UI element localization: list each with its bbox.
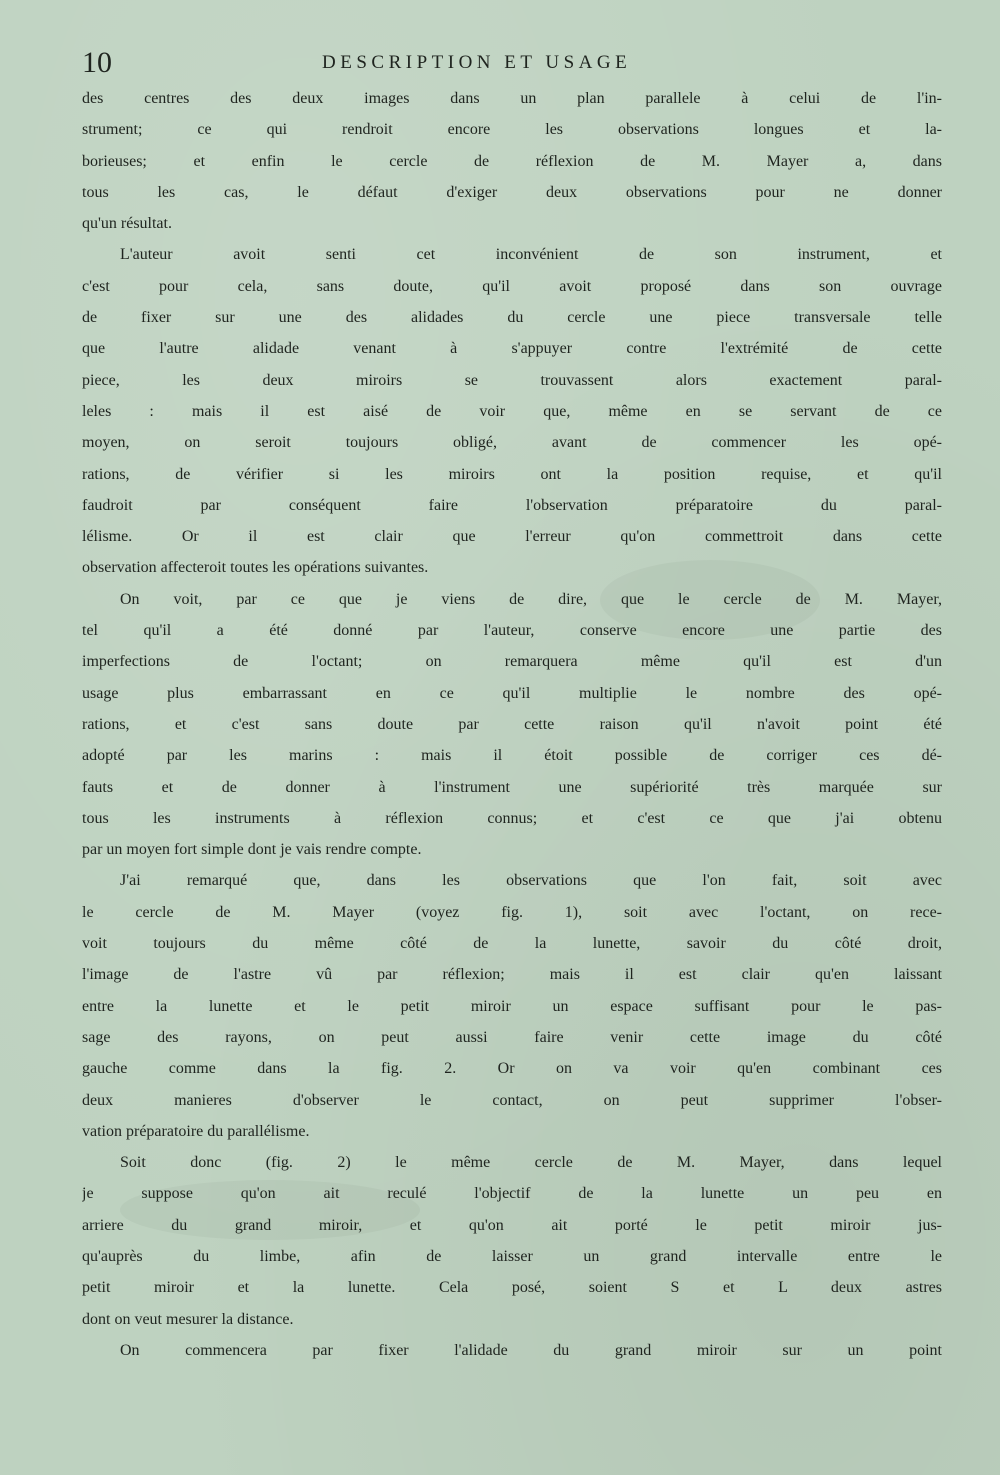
text-line: gauche comme dans la fig. 2. Or on va voir qu'en combinant ces: [82, 1060, 942, 1078]
text-line: rations, et c'est sans doute par cette raison qu'il n'avoit point été: [82, 715, 942, 733]
text-line: par un moyen fort simple dont je vais rendre compte.: [82, 841, 422, 859]
paragraph: [82, 872, 942, 1154]
body-text: [82, 90, 942, 1373]
text-line: On commencera par fixer l'alidade du grand miroir sur un point: [120, 1341, 942, 1359]
text-line: moyen, on seroit toujours obligé, avant de commencer les opé-: [82, 434, 942, 452]
text-line: L'auteur avoit senti cet inconvénient de son instrument, et: [120, 246, 942, 264]
text-line: des centres des deux images dans un plan parallele à celui de l'in-: [82, 90, 942, 107]
text-line: deux manieres d'observer le contact, on peut supprimer l'obser-: [82, 1091, 942, 1109]
page-header: [82, 46, 942, 80]
text-line: J'ai remarqué que, dans les observations que l'on fait, soit avec: [120, 872, 942, 890]
text-line: strument; ce qui rendroit encore les observations longues et la-: [82, 121, 942, 139]
text-line: On voit, par ce que je viens de dire, que le cercle de M. Mayer,: [120, 590, 942, 608]
text-line: le cercle de M. Mayer (voyez fig. 1), soit avec l'octant, on rece-: [82, 903, 942, 921]
paragraph: [82, 246, 942, 590]
text-line: piece, les deux miroirs se trouvassent alors exactement paral-: [82, 371, 942, 389]
text-line: entre la lunette et le petit miroir un espace suffisant pour le pas-: [82, 997, 942, 1015]
page-number: 10: [82, 46, 112, 79]
text-line: l'image de l'astre vû par réflexion; mais il est clair qu'en laissant: [82, 966, 942, 984]
text-line: usage plus embarrassant en ce qu'il multiplie le nombre des opé-: [82, 684, 942, 702]
text-line: de fixer sur une des alidades du cercle une piece transversale telle: [82, 309, 942, 327]
text-line: voit toujours du même côté de la lunette, savoir du côté droit,: [82, 935, 942, 953]
text-line: arriere du grand miroir, et qu'on ait porté le petit miroir jus-: [82, 1216, 942, 1234]
text-line: qu'un résultat.: [82, 215, 172, 233]
paragraph: [82, 90, 942, 246]
text-line: tel qu'il a été donné par l'auteur, conserve encore une partie des: [82, 622, 942, 640]
text-line: sage des rayons, on peut aussi faire venir cette image du côté: [82, 1028, 942, 1046]
text-line: fauts et de donner à l'instrument une supériorité très marquée sur: [82, 778, 942, 796]
text-line: Soit donc (fig. 2) le même cercle de M. Mayer, dans lequel: [120, 1154, 942, 1172]
paragraph: [82, 591, 942, 873]
text-line: c'est pour cela, sans doute, qu'il avoit proposé dans son ouvrage: [82, 277, 942, 295]
text-line: rations, de vérifier si les miroirs ont la position requise, et qu'il: [82, 465, 942, 483]
text-line: lélisme. Or il est clair que l'erreur qu'on commettroit dans cette: [82, 528, 942, 546]
text-line: vation préparatoire du parallélisme.: [82, 1122, 310, 1140]
text-line: tous les cas, le défaut d'exiger deux observations pour ne donner: [82, 183, 942, 201]
paragraph: [82, 1342, 942, 1373]
text-line: tous les instruments à réflexion connus; et c'est ce que j'ai obtenu: [82, 809, 942, 827]
text-line: observation affecteroit toutes les opérations suivantes.: [82, 559, 429, 577]
text-line: imperfections de l'octant; on remarquera même qu'il est d'un: [82, 653, 942, 671]
text-line: dont on veut mesurer la distance.: [82, 1310, 294, 1328]
paragraph: [82, 1154, 942, 1342]
text-line: qu'auprès du limbe, afin de laisser un grand intervalle entre le: [82, 1247, 942, 1265]
text-line: faudroit par conséquent faire l'observation préparatoire du paral-: [82, 496, 942, 514]
text-line: que l'autre alidade venant à s'appuyer contre l'extrémité de cette: [82, 340, 942, 358]
text-line: adopté par les marins : mais il étoit possible de corriger ces dé-: [82, 747, 942, 765]
text-line: leles : mais il est aisé de voir que, même en se servant de ce: [82, 402, 942, 420]
text-line: borieuses; et enfin le cercle de réflexion de M. Mayer a, dans: [82, 152, 942, 170]
text-line: petit miroir et la lunette. Cela posé, soient S et L deux astres: [82, 1279, 942, 1297]
text-line: je suppose qu'on ait reculé l'objectif de la lunette un peu en: [82, 1185, 942, 1203]
running-head: DESCRIPTION ET USAGE: [322, 52, 632, 73]
